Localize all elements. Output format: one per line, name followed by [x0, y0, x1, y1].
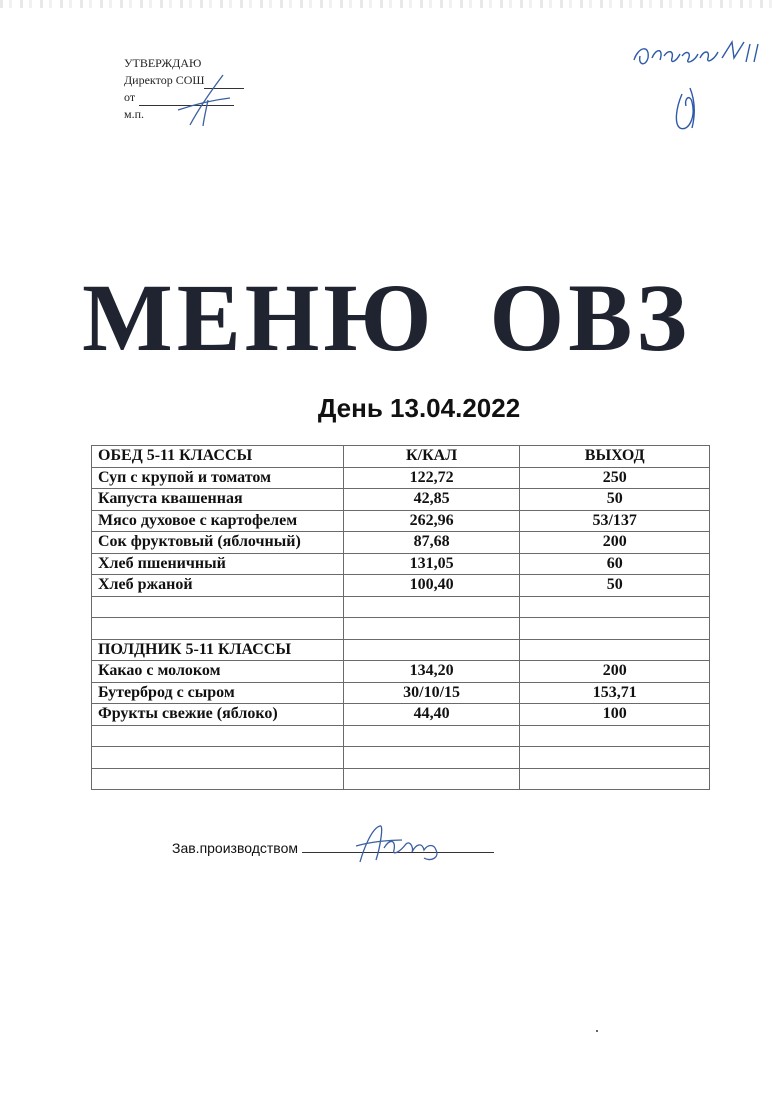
portion-cell: 100 — [520, 704, 710, 726]
item-name-cell: Фрукты свежие (яблоко) — [92, 704, 344, 726]
table-row — [92, 446, 710, 468]
table-row — [92, 618, 710, 640]
portion-cell: 50 — [520, 575, 710, 597]
page-title: МЕНЮ ОВЗ — [82, 264, 691, 371]
item-name-cell: Сок фруктовый (яблочный) — [92, 532, 344, 554]
table-row — [92, 510, 710, 532]
item-name-cell — [92, 596, 344, 618]
table-row — [92, 575, 710, 597]
portion-cell — [520, 747, 710, 769]
item-name-cell — [92, 768, 344, 790]
table-row — [92, 489, 710, 511]
calories-cell — [343, 747, 520, 769]
stamp-line: м.п. — [124, 107, 145, 121]
table-row — [92, 704, 710, 726]
item-name-cell: Бутерброд с сыром — [92, 682, 344, 704]
item-name-cell: Хлеб ржаной — [92, 575, 344, 597]
portion-cell — [520, 725, 710, 747]
director-signature — [168, 70, 238, 130]
table-row — [92, 747, 710, 769]
portion-cell: 200 — [520, 532, 710, 554]
portion-cell: ВЫХОД — [520, 446, 710, 468]
scan-edge — [0, 0, 773, 8]
portion-cell — [520, 639, 710, 661]
item-name-cell: Суп с крупой и томатом — [92, 467, 344, 489]
calories-cell: 87,68 — [343, 532, 520, 554]
menu-table-body — [92, 446, 710, 790]
director-label: Директор СОШ — [124, 73, 205, 87]
menu-date: День 13.04.2022 — [317, 393, 521, 423]
item-name-cell — [92, 747, 344, 769]
date-label: от — [124, 90, 136, 104]
approval-heading: УТВЕРЖДАЮ — [124, 56, 202, 70]
calories-cell: 134,20 — [343, 661, 520, 683]
calories-cell: 100,40 — [343, 575, 520, 597]
calories-cell: 44,40 — [343, 704, 520, 726]
portion-cell: 200 — [520, 661, 710, 683]
table-row — [92, 768, 710, 790]
table-row — [92, 532, 710, 554]
calories-cell — [343, 596, 520, 618]
production-manager-label: Зав.производством — [172, 840, 298, 856]
calories-cell: К/КАЛ — [343, 446, 520, 468]
calories-cell: 42,85 — [343, 489, 520, 511]
table-row — [92, 725, 710, 747]
portion-cell — [520, 596, 710, 618]
table-row — [92, 596, 710, 618]
table-row — [92, 682, 710, 704]
calories-cell — [343, 725, 520, 747]
item-name-cell: ПОЛДНИК 5-11 КЛАССЫ — [92, 639, 344, 661]
handwritten-note — [630, 32, 770, 132]
calories-cell: 122,72 — [343, 467, 520, 489]
item-name-cell — [92, 618, 344, 640]
calories-cell — [343, 618, 520, 640]
production-manager-signature — [350, 818, 450, 868]
portion-cell — [520, 768, 710, 790]
portion-cell: 250 — [520, 467, 710, 489]
calories-cell: 30/10/15 — [343, 682, 520, 704]
table-row — [92, 661, 710, 683]
calories-cell — [343, 768, 520, 790]
portion-cell — [520, 618, 710, 640]
item-name-cell: Мясо духовое с картофелем — [92, 510, 344, 532]
table-row — [92, 553, 710, 575]
item-name-cell: Капуста квашенная — [92, 489, 344, 511]
portion-cell: 50 — [520, 489, 710, 511]
portion-cell: 53/137 — [520, 510, 710, 532]
table-row — [92, 639, 710, 661]
item-name-cell: Какао с молоком — [92, 661, 344, 683]
scan-speck — [596, 1030, 598, 1032]
item-name-cell: ОБЕД 5-11 КЛАССЫ — [92, 446, 344, 468]
item-name-cell: Хлеб пшеничный — [92, 553, 344, 575]
item-name-cell — [92, 725, 344, 747]
menu-table — [91, 445, 710, 790]
table-row — [92, 467, 710, 489]
portion-cell: 153,71 — [520, 682, 710, 704]
calories-cell — [343, 639, 520, 661]
calories-cell: 131,05 — [343, 553, 520, 575]
calories-cell: 262,96 — [343, 510, 520, 532]
portion-cell: 60 — [520, 553, 710, 575]
